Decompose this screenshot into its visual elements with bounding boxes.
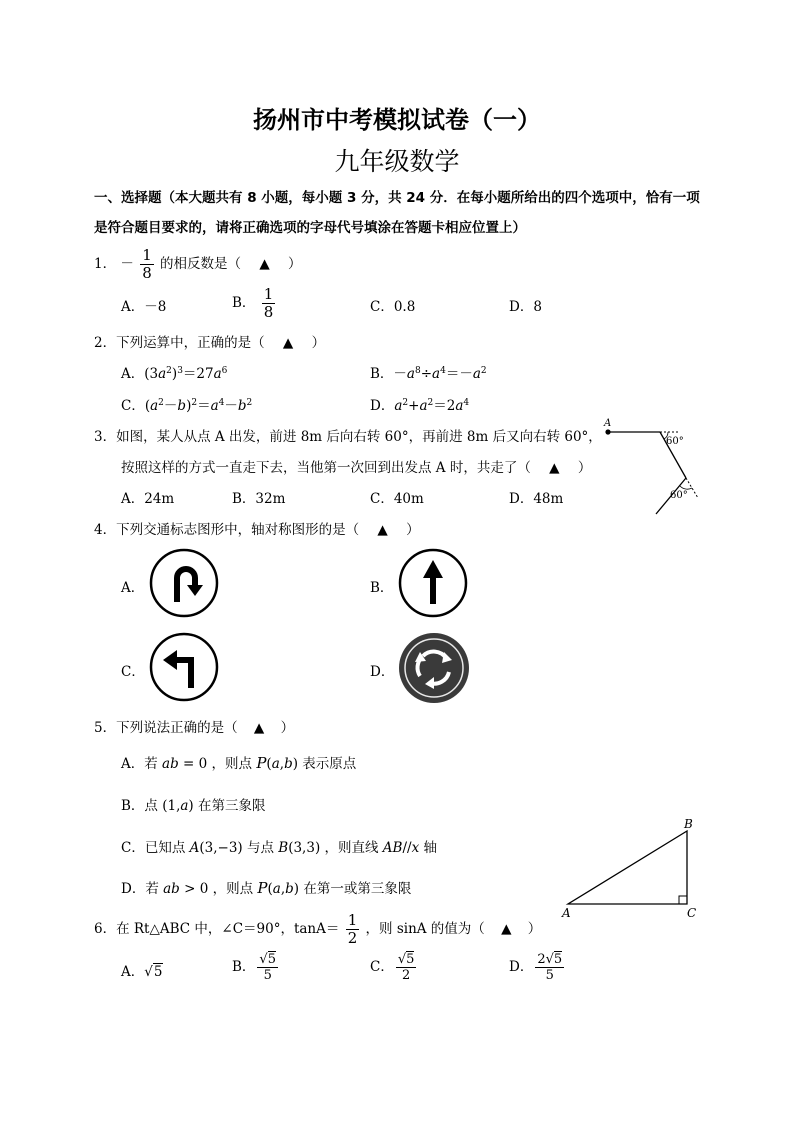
question-6 (94, 912, 541, 947)
q4-option-c-label: C． (121, 664, 145, 680)
question-1 (94, 247, 302, 282)
q3-angle2-label: 60° (670, 490, 688, 501)
q1-fraction (140, 247, 154, 282)
u-turn-right-sign-icon (149, 548, 219, 618)
page-title: 扬州市中考模拟试卷（一） (253, 106, 541, 134)
q5-stem: 5．下列说法正确的是（ (94, 720, 238, 736)
turn-left-sign-icon (149, 632, 219, 702)
q2-option-c: C．$(a^2-b)^2=a^4-b^2$ (121, 398, 253, 414)
q5-mark: ▲ (253, 720, 265, 736)
q6-stem-post: ，则 sinA 的值为（ (365, 921, 485, 937)
q1-stem: 的相反数是（ (160, 256, 242, 272)
question-2 (94, 331, 325, 351)
q1-option-d: D．8 (509, 299, 542, 315)
page-subtitle: 九年级数学 (334, 147, 460, 176)
q6-fraction (346, 912, 360, 947)
q4-option-d-label: D． (370, 664, 395, 680)
q2-option-b: B．$-a^8\div a^4=-a^2$ (370, 366, 487, 382)
question-4 (94, 518, 420, 538)
triangle-vertex-b: B (684, 817, 693, 831)
triangle-vertex-a: A (562, 906, 571, 920)
question-5 (94, 716, 294, 736)
triangle-vertex-c: C (687, 906, 697, 920)
q6-frac-den: 2 (347, 929, 358, 947)
q1-frac-num: 1 (142, 246, 152, 264)
q3-option-d: D．48m (509, 491, 564, 507)
q5-close: ） (280, 720, 295, 736)
q1-close: ） (288, 256, 302, 272)
q1-number: 1． (94, 256, 117, 272)
q1-option-b-label: B． (232, 295, 256, 311)
section-instructions-line1: 一、选择题（本大题共有 8 小题，每小题 3 分，共 24 分．在每小题所给出的四个选项中，恰有一项 (94, 190, 700, 206)
q2-option-a: A．$(3a^2)^3=27a^6$ (121, 366, 228, 382)
q2-option-d: D．$a^2+a^2=2a^4$ (370, 398, 470, 414)
q2-close: ） (311, 335, 326, 351)
q6-triangle-figure (556, 816, 706, 922)
q1-frac-den: 8 (142, 264, 152, 282)
q4-close: ） (406, 522, 420, 538)
q6-mark: ▲ (501, 921, 512, 937)
q5-option-b: B．点 (1,a) 在第三象限 (121, 798, 266, 814)
q4-option-a-label: A． (121, 580, 145, 596)
q1-option-a: A．－8 (121, 299, 167, 315)
q3-point-a-label: A (604, 418, 612, 429)
q2-stem: 2．下列运算中，正确的是（ (94, 335, 265, 351)
q4-option-b-label: B． (370, 580, 394, 596)
q1-option-b-fraction (262, 286, 276, 321)
q3-option-b: B．32m (232, 491, 286, 507)
q1-mark: ▲ (259, 256, 270, 272)
q6-option-b: B． $\frac{√5}{5}$ (232, 952, 276, 983)
q3-line2: 按照这样的方式一直走下去，当他第一次回到出发点 A 时，共走了（ (121, 460, 531, 476)
q6-option-d: D． $\frac{2√5}{5}$ (509, 952, 563, 983)
q4-mark: ▲ (377, 522, 388, 538)
q1-minus: － (120, 256, 134, 272)
q3-angle1-label: 60° (666, 436, 684, 447)
roundabout-sign-icon (398, 632, 470, 704)
q5-option-d: D．若 ab > 0 ，则点 P(a,b) 在第一或第三象限 (121, 879, 412, 897)
q3-line2-wrap (121, 456, 591, 476)
q3-path-figure (598, 416, 708, 518)
q4-stem: 4．下列交通标志图形中，轴对称图形的是（ (94, 522, 360, 538)
q1-option-b (232, 286, 277, 321)
q1-option-b-num: 1 (263, 285, 274, 303)
q5-option-c: C．已知点 A(3,−3) 与点 B(3,3) ，则直线 AB//x 轴 (121, 840, 437, 856)
q1-option-c: C．0.8 (370, 299, 416, 315)
q6-close: ） (527, 921, 542, 937)
q3-option-c: C．40m (370, 491, 424, 507)
q3-mark: ▲ (549, 460, 560, 476)
q6-stem-pre: 6．在 Rt△ABC 中，∠C＝90°，tanA＝ (94, 921, 340, 937)
q6-frac-num: 1 (347, 911, 358, 929)
q3-close: ） (577, 460, 592, 476)
straight-ahead-sign-icon (398, 548, 468, 618)
q5-option-a: A．若 ab = 0 ，则点 P(a,b) 表示原点 (121, 754, 357, 772)
q6-option-a: A．√5 (121, 964, 163, 980)
q3-option-a: A．24m (121, 491, 175, 507)
q1-option-b-den: 8 (263, 303, 274, 321)
q6-option-c: C． $\frac{√5}{2}$ (370, 952, 415, 983)
q2-mark: ▲ (282, 335, 294, 351)
section-instructions-line2: 是符合题目要求的，请将正确选项的字母代号填涂在答题卡相应位置上） (94, 220, 526, 236)
q3-line1: 3．如图，某人从点 A 出发，前进 8m 后向右转 60°，再前进 8m 后又向右转 60°， (94, 429, 602, 445)
